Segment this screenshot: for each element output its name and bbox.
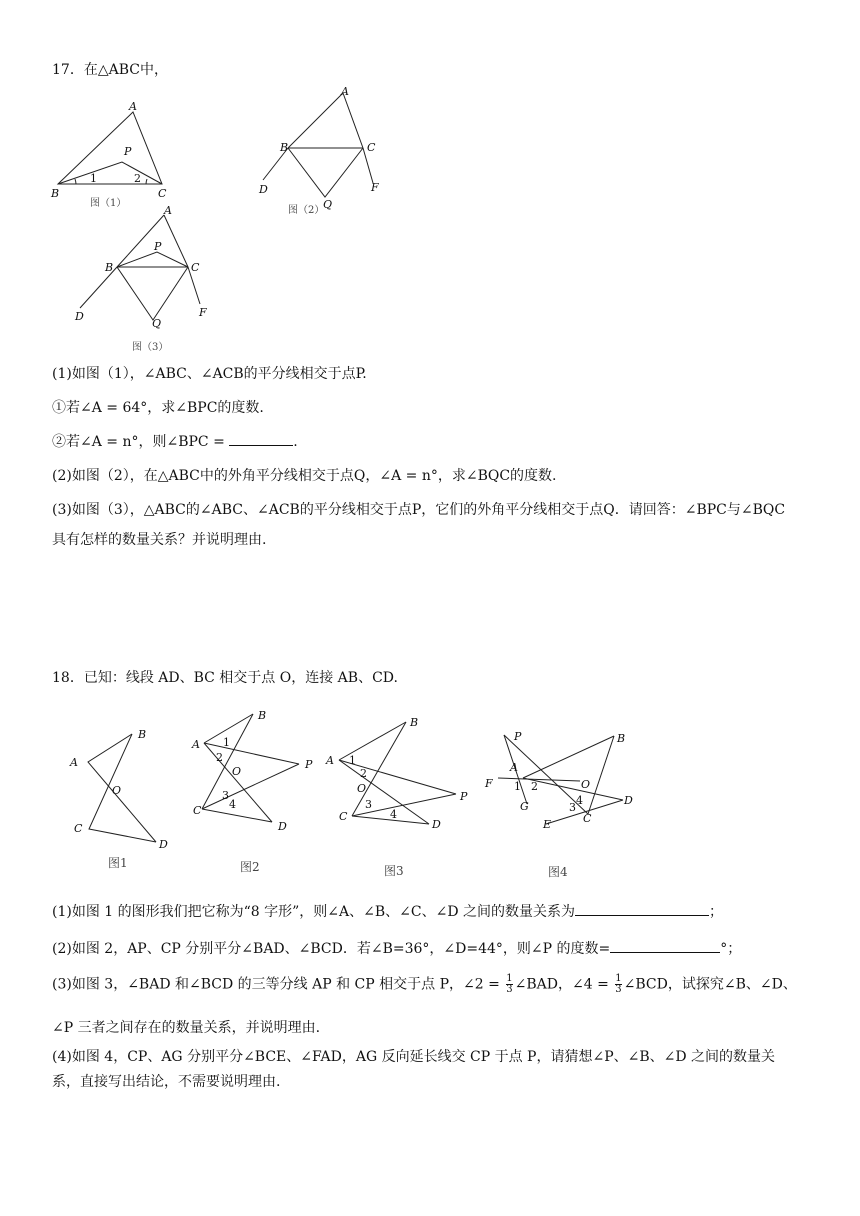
answer-blank[interactable] xyxy=(229,432,293,446)
label-A: A xyxy=(129,100,137,113)
angle-2-label: 2 xyxy=(134,172,141,185)
label-E: E xyxy=(543,818,552,831)
angle-1-label: 1 xyxy=(90,172,97,185)
q18-part2-end: °； xyxy=(720,941,742,957)
label-P: P xyxy=(460,790,468,803)
label-C: C xyxy=(191,261,200,274)
q18-part2 xyxy=(52,939,741,959)
angle-4-label: 4 xyxy=(390,808,397,821)
label-B: B xyxy=(258,709,267,722)
label-A: A xyxy=(70,756,78,769)
fraction-denominator: 3 xyxy=(615,984,622,995)
q18-part3-b: ∠BAD，∠4 = xyxy=(514,976,609,993)
fraction-numerator: 1 xyxy=(506,973,513,984)
angle-3-label: 3 xyxy=(222,789,229,802)
fig-3-caption: 图（3） xyxy=(132,342,169,353)
q17-part1-b xyxy=(52,432,298,452)
label-D: D xyxy=(432,818,441,831)
q17-part3-line1: (3)如图（3），△ABC的∠ABC、∠ACB的平分线相交于点P，它们的外角平分线相交于点Q．请回答：∠BPC与∠BQC xyxy=(52,502,786,518)
fig-3-caption: 图3 xyxy=(384,864,404,878)
fraction-one-third xyxy=(506,974,512,995)
label-B: B xyxy=(410,716,419,729)
q18-figure-2 xyxy=(185,704,325,874)
angle-4-label: 4 xyxy=(576,794,583,807)
angle-3-label: 3 xyxy=(569,801,576,814)
q17-part3-line2: 具有怎样的数量关系？并说明理由. xyxy=(52,532,267,548)
q18-part2-text: (2)如图 2，AP、CP 分别平分∠BAD、∠BCD．若∠B=36°，∠D=44°，则∠P 的度数= xyxy=(52,941,611,957)
label-A: A xyxy=(341,85,349,98)
fig-1-caption: 图1 xyxy=(108,856,128,870)
label-D: D xyxy=(259,183,268,196)
q17-part1-b-end: . xyxy=(293,434,298,450)
label-D: D xyxy=(75,310,84,323)
label-Q: Q xyxy=(152,317,162,330)
label-Q: Q xyxy=(323,198,333,211)
q18-part1 xyxy=(52,902,723,922)
label-P: P xyxy=(124,145,132,158)
q17-part1-a: ①若∠A = 64°，求∠BPC的度数. xyxy=(52,400,264,416)
fraction-one-third xyxy=(615,974,621,995)
label-F: F xyxy=(199,306,207,319)
fraction-denominator: 3 xyxy=(506,984,513,995)
q17-figure-1 xyxy=(50,100,180,210)
fig-2-caption: 图2 xyxy=(240,860,260,874)
label-B: B xyxy=(138,728,147,741)
label-P: P xyxy=(305,758,313,771)
label-G: G xyxy=(520,800,529,813)
label-D: D xyxy=(624,794,633,807)
angle-2-label: 2 xyxy=(216,751,223,764)
label-C: C xyxy=(583,812,592,825)
label-P: P xyxy=(154,240,162,253)
q17-figure-2 xyxy=(255,85,395,220)
label-F: F xyxy=(371,181,379,194)
angle-3-label: 3 xyxy=(365,798,372,811)
q17-figure-3 xyxy=(72,200,222,355)
label-F: F xyxy=(485,777,493,790)
label-C: C xyxy=(367,141,376,154)
label-A: A xyxy=(510,761,518,774)
angle-2-label: 2 xyxy=(360,767,367,780)
q18-heading: 18．已知：线段 AD、BC 相交于点 O，连接 AB、CD. xyxy=(52,670,398,686)
answer-blank[interactable] xyxy=(575,902,709,916)
label-P: P xyxy=(514,730,522,743)
label-B: B xyxy=(105,261,114,274)
angle-1-label: 1 xyxy=(349,754,356,767)
fraction-numerator: 1 xyxy=(615,973,622,984)
fig-2-caption: 图（2） xyxy=(288,205,325,216)
label-A: A xyxy=(164,204,172,217)
q18-part3-a: (3)如图 3，∠BAD 和∠BCD 的三等分线 AP 和 CP 相交于点 P，∠2 = xyxy=(52,976,500,993)
q18-figure-4 xyxy=(480,718,650,883)
label-O: O xyxy=(232,765,242,778)
q18-figure-1 xyxy=(68,722,178,882)
angle-2-label: 2 xyxy=(531,780,538,793)
angle-4-label: 4 xyxy=(229,798,236,811)
angle-1-label: 1 xyxy=(223,736,230,749)
label-O: O xyxy=(112,784,122,797)
q18-part1-text: (1)如图 1 的图形我们把它称为“8 字形”，则∠A、∠B、∠C、∠D 之间的数量关系为 xyxy=(52,904,576,920)
label-B: B xyxy=(617,732,626,745)
q17-heading: 17．在△ABC中， xyxy=(52,62,168,78)
q17-part1: (1)如图（1），∠ABC、∠ACB的平分线相交于点P. xyxy=(52,366,367,382)
label-D: D xyxy=(159,838,168,851)
label-C: C xyxy=(74,822,83,835)
label-B: B xyxy=(280,141,289,154)
label-C: C xyxy=(158,187,167,200)
label-B: B xyxy=(51,187,60,200)
fig-1-caption: 图（1） xyxy=(90,198,127,209)
label-O: O xyxy=(581,778,591,791)
answer-blank[interactable] xyxy=(610,939,720,953)
label-O: O xyxy=(357,782,367,795)
label-C: C xyxy=(339,810,348,823)
q17-part2: (2)如图（2），在△ABC中的外角平分线相交于点Q，∠A = n°，求∠BQC的度数. xyxy=(52,468,557,484)
q18-part3-line1 xyxy=(52,974,797,995)
q18-part1-end: ； xyxy=(709,904,724,920)
q18-part3-c: ∠BCD，试探究∠B、∠D、 xyxy=(623,976,797,993)
label-C: C xyxy=(193,804,202,817)
q18-part3-line2: ∠P 三者之间存在的数量关系，并说明理由. xyxy=(52,1020,321,1036)
q18-figure-3 xyxy=(322,712,472,878)
label-D: D xyxy=(278,820,287,833)
q18-part4-line1: (4)如图 4，CP、AG 分别平分∠BCE、∠FAD，AG 反向延长线交 CP 于点 P，请猜想∠P、∠B、∠D 之间的数量关 xyxy=(52,1049,776,1065)
q17-part1-b-text: ②若∠A = n°，则∠BPC = xyxy=(52,434,225,450)
label-A: A xyxy=(326,754,334,767)
label-A: A xyxy=(192,738,200,751)
angle-1-label: 1 xyxy=(514,780,521,793)
fig-4-caption: 图4 xyxy=(548,865,568,879)
q18-part4-line2: 系，直接写出结论，不需要说明理由. xyxy=(52,1074,281,1090)
